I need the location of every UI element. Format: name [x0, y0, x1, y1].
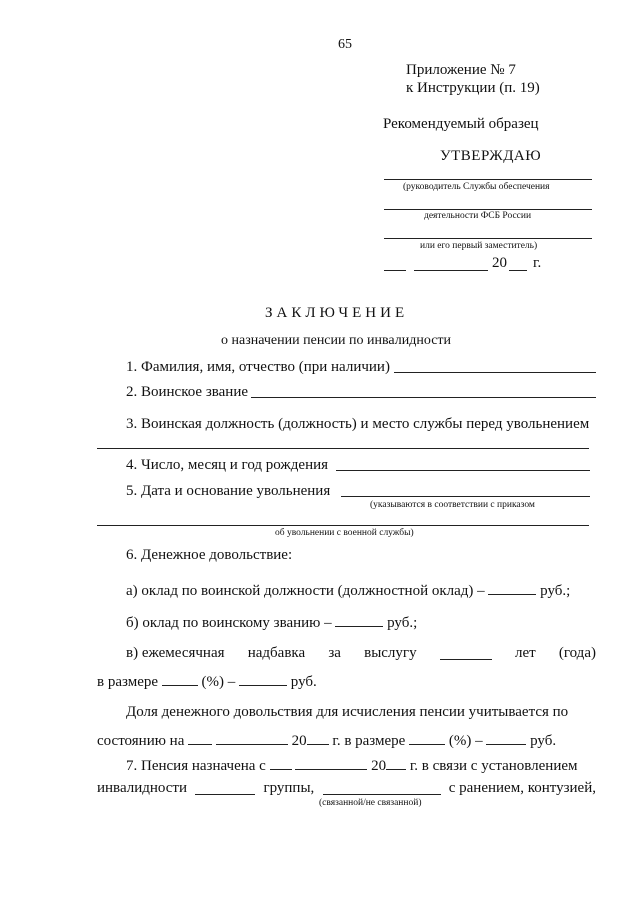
share-year-blank [307, 731, 329, 745]
item-1-label: 1. Фамилия, имя, отчество (при наличии) [126, 359, 390, 375]
signature-caption-3: или его первый заместитель) [420, 241, 538, 251]
item-7-label: 7. Пенсия назначена с [126, 758, 266, 774]
item-6v-word-1: в) ежемесячная [126, 645, 225, 661]
item-4-blank [336, 470, 590, 471]
item-2-blank [251, 397, 596, 398]
recommended-sample: Рекомендуемый образец [383, 116, 539, 132]
page-number: 65 [338, 37, 352, 52]
item-5-blank-2 [97, 525, 589, 526]
item-6a [126, 581, 570, 599]
share-date-label: состоянию на [97, 733, 185, 749]
signature-line-1 [384, 179, 592, 180]
signature-line-2 [384, 209, 592, 210]
item-7-year-blank [386, 756, 406, 770]
item-6v-years-blank [440, 646, 492, 660]
item-7-line1 [126, 756, 578, 774]
item-3-label: 3. Воинская должность (должность) и место службы перед увольнением [126, 416, 590, 432]
item-7-month-blank [295, 756, 367, 770]
share-year-prefix: 20 [291, 733, 307, 749]
item-6v-word-3: за [328, 645, 341, 661]
signature-caption-1: (руководитель Службы обеспечения [403, 182, 550, 192]
item-6v-rub-blank [239, 672, 287, 686]
item-7-reason: г. в связи с установлением [409, 758, 578, 774]
item-6b-label: б) оклад по воинскому званию – [126, 615, 332, 631]
signature-line-3 [384, 238, 592, 239]
item-6b-unit: руб.; [387, 615, 418, 631]
item-6v-word-4: выслугу [364, 645, 417, 661]
item-4-label: 4. Число, месяц и год рождения [126, 457, 329, 473]
date-month-blank [414, 270, 488, 271]
item-6a-blank [488, 581, 536, 595]
item-7-note: (связанной/не связанной) [319, 798, 422, 808]
date-suffix: г. [533, 255, 542, 271]
item-6v-pct-label: (%) – [201, 674, 236, 690]
instruction-ref: к Инструкции (п. 19) [406, 80, 540, 96]
item-6b [126, 613, 417, 631]
item-7-injury-label: с ранением, контузией, [448, 780, 596, 796]
item-7-line2 [97, 781, 596, 796]
item-7-disability-label: инвалидности [97, 780, 188, 796]
item-5-label: 5. Дата и основание увольнения [126, 483, 331, 499]
share-day-blank [188, 731, 212, 745]
item-6v-line1 [126, 646, 596, 661]
share-size-label: г. в размере [332, 733, 406, 749]
item-7-group-label: группы, [263, 780, 315, 796]
share-rub-blank [486, 731, 526, 745]
item-6v-size-label: в размере [97, 674, 159, 690]
approve-heading: УТВЕРЖДАЮ [440, 148, 542, 164]
item-6a-label: а) оклад по воинской должности (должностной оклад) – [126, 583, 485, 599]
share-pct-blank [409, 731, 445, 745]
item-6v-line2 [97, 672, 317, 690]
item-6v-word-2: надбавка [247, 645, 306, 661]
item-6-label: 6. Денежное довольствие: [126, 547, 293, 563]
share-line-1: Доля денежного довольствия для исчисления пенсии учитывается по [126, 705, 569, 720]
document-subtitle: о назначении пенсии по инвалидности [221, 333, 452, 348]
signature-caption-2: деятельности ФСБ России [424, 211, 532, 221]
item-6a-unit: руб.; [540, 583, 571, 599]
item-6v-pct-blank [162, 672, 198, 686]
date-year-blank [509, 270, 527, 271]
item-7-group-blank [195, 781, 255, 795]
item-5-blank [341, 496, 590, 497]
share-rub-unit: руб. [530, 733, 557, 749]
share-pct-label: (%) – [448, 733, 483, 749]
appendix-label: Приложение № 7 [406, 62, 516, 78]
document-title: ЗАКЛЮЧЕНИЕ [265, 305, 409, 321]
share-month-blank [216, 731, 288, 745]
item-5-note-1: (указываются в соответствии с приказом [370, 500, 535, 510]
item-2-label: 2. Воинское звание [126, 384, 249, 400]
item-6v-word-6: лет [514, 645, 536, 661]
item-3-blank [97, 448, 589, 449]
item-7-day-blank [270, 756, 292, 770]
date-year-prefix: 20 [492, 255, 507, 271]
item-7-relation-blank [323, 781, 441, 795]
item-1-blank [394, 372, 596, 373]
item-5-note-2: об увольнении с военной службы) [275, 528, 414, 538]
date-day-blank [384, 270, 406, 271]
item-6v-word-7: (года) [558, 645, 596, 661]
item-7-year-prefix: 20 [371, 758, 387, 774]
item-6b-blank [335, 613, 383, 627]
item-6v-rub-unit: руб. [290, 674, 317, 690]
share-line-2 [97, 731, 556, 749]
